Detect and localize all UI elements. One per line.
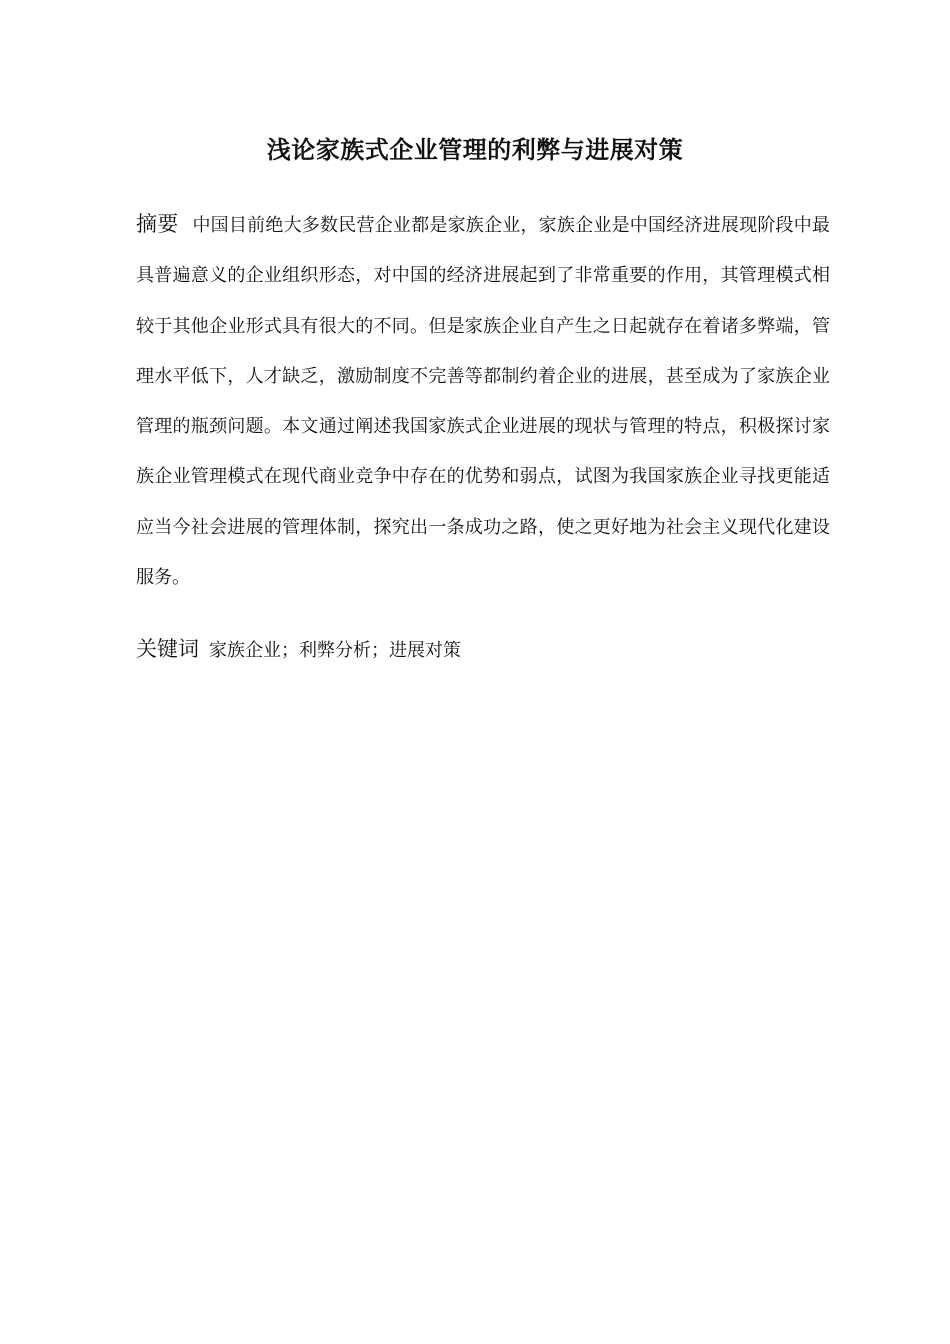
abstract-paragraph [136, 199, 830, 603]
abstract-label: 摘要 [136, 212, 179, 236]
abstract-text: 中国目前绝大多数民营企业都是家族企业，家族企业是中国经济进展现阶段中最具普遍意义的企业组织形态，对中国的经济进展起到了非常重要的作用，其管理模式相较于其他企业形式具有很大的不同。但是家族企业自产生之日起就存在着诸多弊端，管理水平低下，人才缺乏，激励制度不完善等都制约着企业的进展，甚至成为了家族企业管理的瓶颈问题。本文通过阐述我国家族式企业进展的现状与管理的特点，积极探讨家族企业管理模式在现代商业竞争中存在的优势和弱点，试图为我国家族企业寻找更能适应当今社会进展的管理体制，探究出一条成功之路，使之更好地为社会主义现代化建设服务。 [136, 215, 831, 589]
keywords-label: 关键词 [136, 637, 199, 661]
keywords-text: 家族企业；利弊分析；进展对策 [209, 640, 461, 661]
document-title: 浅论家族式企业管理的利弊与进展对策 [266, 136, 684, 164]
keywords-line [136, 624, 830, 676]
